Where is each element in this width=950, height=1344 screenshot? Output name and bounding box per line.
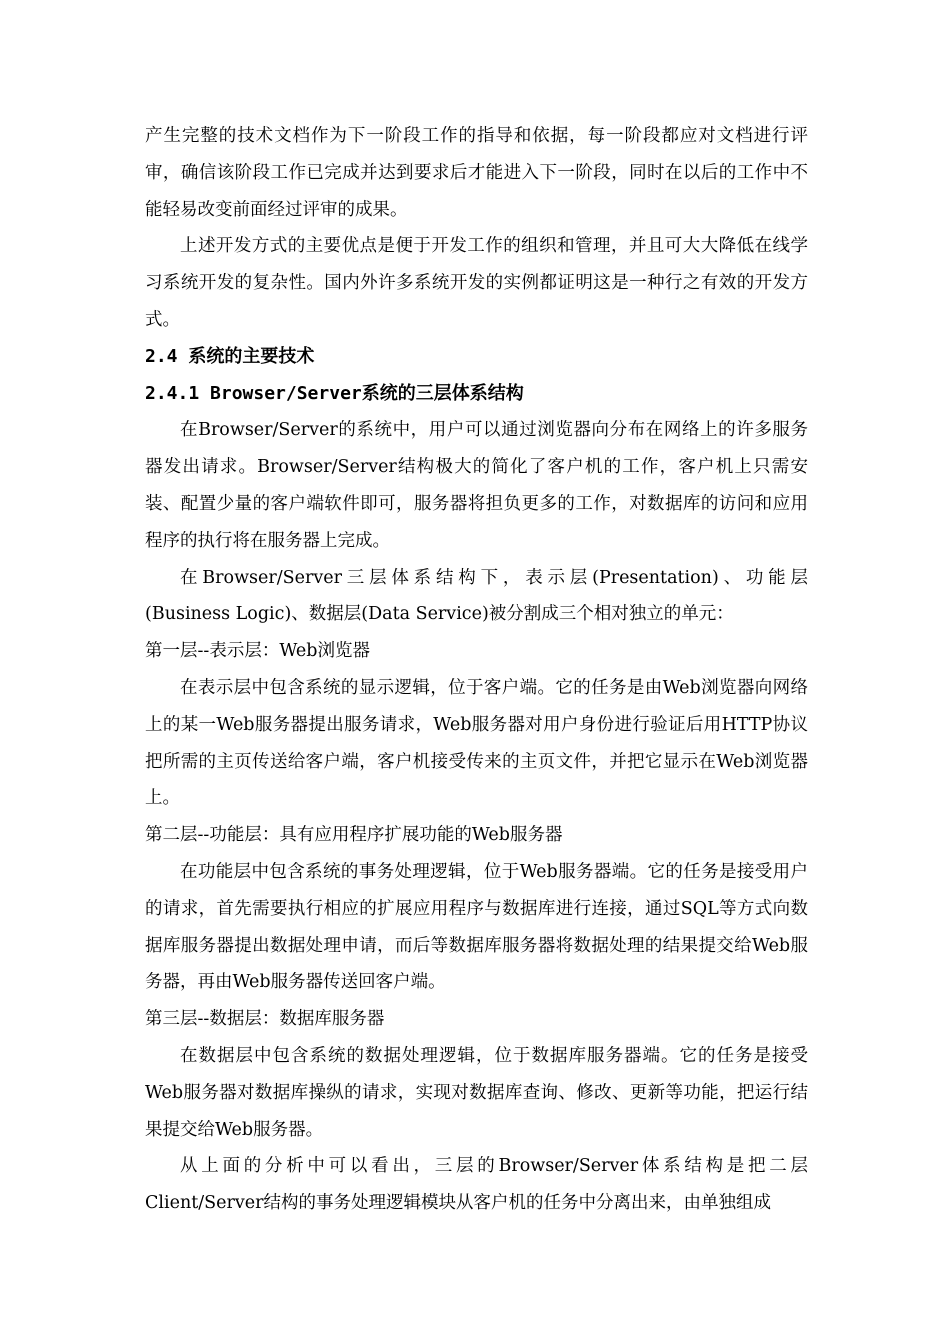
document-page xyxy=(145,118,808,1222)
section-heading: 2.4 系统的主要技术 xyxy=(145,345,315,367)
paragraph-three-tier: 在Browser/Server三层体系结构下，表示层(Presentation)、功能层(Business Logic)、数据层(Data Service)被分割成三个相对独立的单元： xyxy=(145,567,808,625)
paragraph-advantages: 上述开发方式的主要优点是便于开发工作的组织和管理，并且可大大降低在线学习系统开发的复杂性。国内外许多系统开发的实例都证明这是一种行之有效的开发方式。 xyxy=(145,236,808,330)
layer-one-title: 第一层--表示层：Web浏览器 xyxy=(145,641,370,662)
paragraph-continuation: 产生完整的技术文档作为下一阶段工作的指导和依据，每一阶段都应对文档进行评审，确信该阶段工作已完成并达到要求后才能进入下一阶段，同时在以后的工作中不能轻易改变前面经过评审的成果。 xyxy=(145,126,808,220)
paragraph-presentation-layer: 在表示层中包含系统的显示逻辑，位于客户端。它的任务是由Web浏览器向网络上的某一Web服务器提出服务请求，Web服务器对用户身份进行验证后用HTTP协议把所需的主页传送给客户端，客户机接受传来的主页文件，并把它显示在Web浏览器上。 xyxy=(145,677,808,809)
layer-three-title: 第三层--数据层：数据库服务器 xyxy=(145,1009,385,1030)
layer-two-title: 第二层--功能层：具有应用程序扩展功能的Web服务器 xyxy=(145,825,563,846)
paragraph-bs-intro: 在Browser/Server的系统中，用户可以通过浏览器向分布在网络上的许多服务器发出请求。Browser/Server结构极大的简化了客户机的工作，客户机上只需安装、配置少量的客户端软件即可，服务器将担负更多的工作，对数据库的访问和应用程序的执行将在服务器上完成。 xyxy=(145,420,808,551)
paragraph-function-layer: 在功能层中包含系统的事务处理逻辑，位于Web服务器端。它的任务是接受用户的请求，首先需要执行相应的扩展应用程序与数据库进行连接，通过SQL等方式向数据库服务器提出数据处理申请，而后等数据库服务器将数据处理的结果提交给Web服务器，再由Web服务器传送回客户端。 xyxy=(145,861,808,993)
paragraph-data-layer: 在数据层中包含系统的数据处理逻辑，位于数据库服务器端。它的任务是接受Web服务器对数据库操纵的请求，实现对数据库查询、修改、更新等功能，把运行结果提交给Web服务器。 xyxy=(145,1045,808,1140)
subsection-heading: 2.4.1 Browser/Server系统的三层体系结构 xyxy=(145,382,524,404)
paragraph-analysis: 从上面的分析中可以看出，三层的Browser/Server体系结构是把二层Client/Server结构的事务处理逻辑模块从客户机的任务中分离出来，由单独组成 xyxy=(145,1156,808,1214)
